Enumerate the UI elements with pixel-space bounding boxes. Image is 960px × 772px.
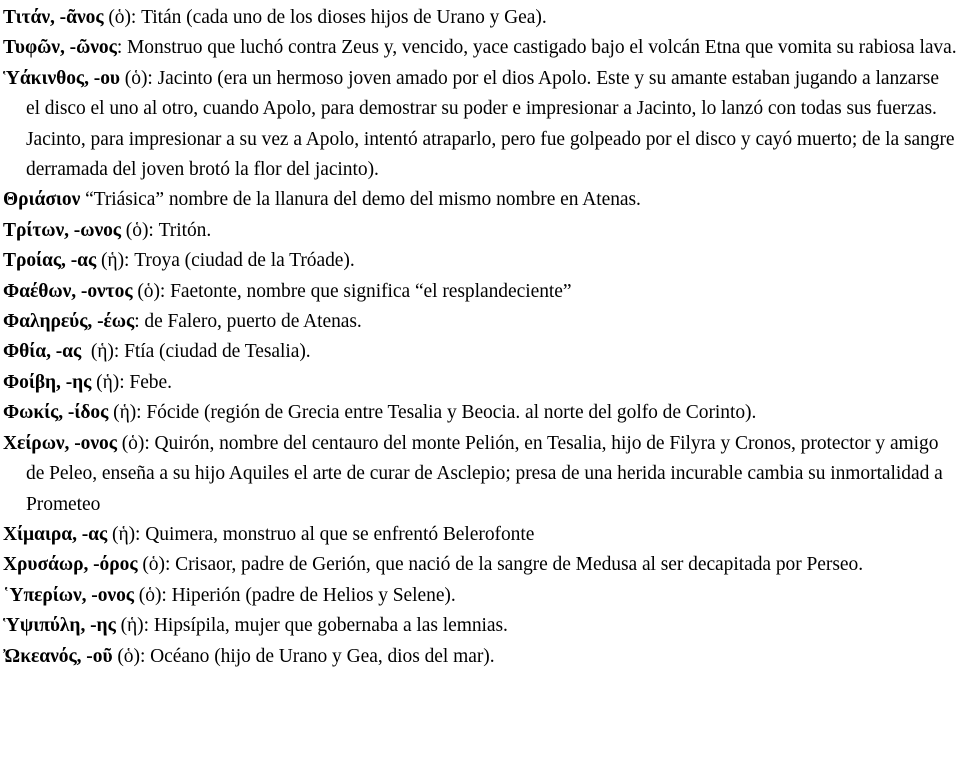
glossary-entry-quiron bbox=[3, 429, 957, 520]
entry-definition: (ὁ): Quirón, nombre del centauro del monte Pelión, en Tesalia, hijo de Filyra y Cronos, protector y amigo de Peleo, enseña a su hijo Aquiles el arte de curar de Asclepio; presa de una herida incurable cambia su inmortalidad a Prometeo bbox=[26, 432, 943, 515]
glossary-entry-quimera bbox=[3, 520, 957, 550]
entry-definition: (ὁ): Jacinto (era un hermoso joven amado por el dios Apolo. Este y su amante estaban jugando a lanzarse el disco el uno al otro, cuando Apolo, para demostrar su poder e impresionar a Jacinto, lo lanzó con todas sus fuerzas. Jacinto, para impresionar a su vez a Apolo, intentó atraparlo, pero fue golpeado por el disco y cayó muerto; de la sangre derramada del joven brotó la flor del jacinto). bbox=[26, 67, 955, 181]
glossary-entry-ftia bbox=[3, 337, 957, 367]
entry-term: ῾Υπερίων, -ονος bbox=[3, 584, 134, 606]
entry-term: Φοίβη, -ης bbox=[3, 371, 92, 393]
entry-term: Τροίας, -ας bbox=[3, 250, 97, 272]
glossary-entry-titan bbox=[3, 3, 957, 33]
glossary-entry-tifon bbox=[3, 33, 957, 63]
entry-term: Ὑάκινθος, -ου bbox=[3, 67, 120, 89]
entry-definition: (ἡ): Fócide (región de Grecia entre Tesalia y Beocia. al norte del golfo de Corinto). bbox=[108, 402, 757, 424]
entry-definition: : Monstruo que luchó contra Zeus y, vencido, yace castigado bajo el volcán Etna que vomita su rabiosa lava. bbox=[116, 37, 957, 59]
entry-definition: (ὁ): Crisaor, padre de Gerión, que nació de la sangre de Medusa al ser decapitada por Perseo. bbox=[137, 554, 864, 576]
glossary-entry-troya bbox=[3, 246, 957, 276]
glossary-entry-triasica bbox=[3, 185, 957, 215]
glossary-entry-focide bbox=[3, 398, 957, 428]
entry-definition: (ὁ): Faetonte, nombre que significa “el resplandeciente” bbox=[132, 280, 572, 302]
entry-term: Φθία, -ας bbox=[3, 341, 82, 363]
glossary-entry-jacinto bbox=[3, 64, 957, 186]
entry-definition: (ἡ): Hipsípila, mujer que gobernaba a las lemnias. bbox=[115, 615, 508, 637]
entry-definition: (ὁ): Tritón. bbox=[120, 219, 212, 241]
glossary-entry-hiperion bbox=[3, 581, 957, 611]
entry-definition: : de Falero, puerto de Atenas. bbox=[134, 311, 362, 333]
glossary-entry-falero bbox=[3, 307, 957, 337]
entry-definition: (ἡ): Ftía (ciudad de Tesalia). bbox=[81, 341, 311, 363]
entry-definition: (ὁ): Hiperión (padre de Helios y Selene). bbox=[133, 584, 456, 606]
entry-term: Χείρων, -ονος bbox=[3, 432, 117, 454]
glossary-entry-faetonte bbox=[3, 277, 957, 307]
entry-definition: (ἡ): Troya (ciudad de la Tróade). bbox=[96, 250, 355, 272]
entry-definition: “Triásica” nombre de la llanura del demo del mismo nombre en Atenas. bbox=[80, 189, 641, 211]
entry-term: Τυφῶν, -ῶνος bbox=[3, 37, 117, 59]
entry-term: Θριάσιον bbox=[3, 189, 81, 211]
entry-definition: (ἡ): Febe. bbox=[91, 371, 172, 393]
entry-definition: (ἡ): Quimera, monstruo al que se enfrentó Belerofonte bbox=[107, 523, 535, 545]
entry-term: Τιτάν, -ᾶνος bbox=[3, 7, 104, 28]
glossary-entry-febe bbox=[3, 368, 957, 398]
entry-definition: (ὁ): Océano (hijo de Urano y Gea, dios del mar). bbox=[112, 645, 495, 667]
entry-term: Χρυσάωρ, -όρος bbox=[3, 554, 138, 576]
glossary-list bbox=[3, 3, 957, 672]
entry-term: Φαέθων, -οντος bbox=[3, 280, 133, 302]
glossary-entry-crisaor bbox=[3, 550, 957, 580]
glossary-entry-hipsipila bbox=[3, 611, 957, 641]
entry-term: Φωκίς, -ίδος bbox=[3, 402, 109, 424]
glossary-entry-oceano bbox=[3, 642, 957, 672]
entry-term: Ὠκεανός, -οῦ bbox=[3, 645, 113, 667]
glossary-entry-triton bbox=[3, 216, 957, 246]
entry-term: Τρίτων, -ωνος bbox=[3, 219, 121, 241]
entry-term: Φαληρεύς, -έως bbox=[3, 311, 135, 333]
entry-term: Χίμαιρα, -ας bbox=[3, 523, 108, 545]
entry-term: Ὑψιπύλη, -ης bbox=[3, 615, 116, 637]
entry-definition: (ὁ): Titán (cada uno de los dioses hijos de Urano y Gea). bbox=[103, 7, 547, 28]
